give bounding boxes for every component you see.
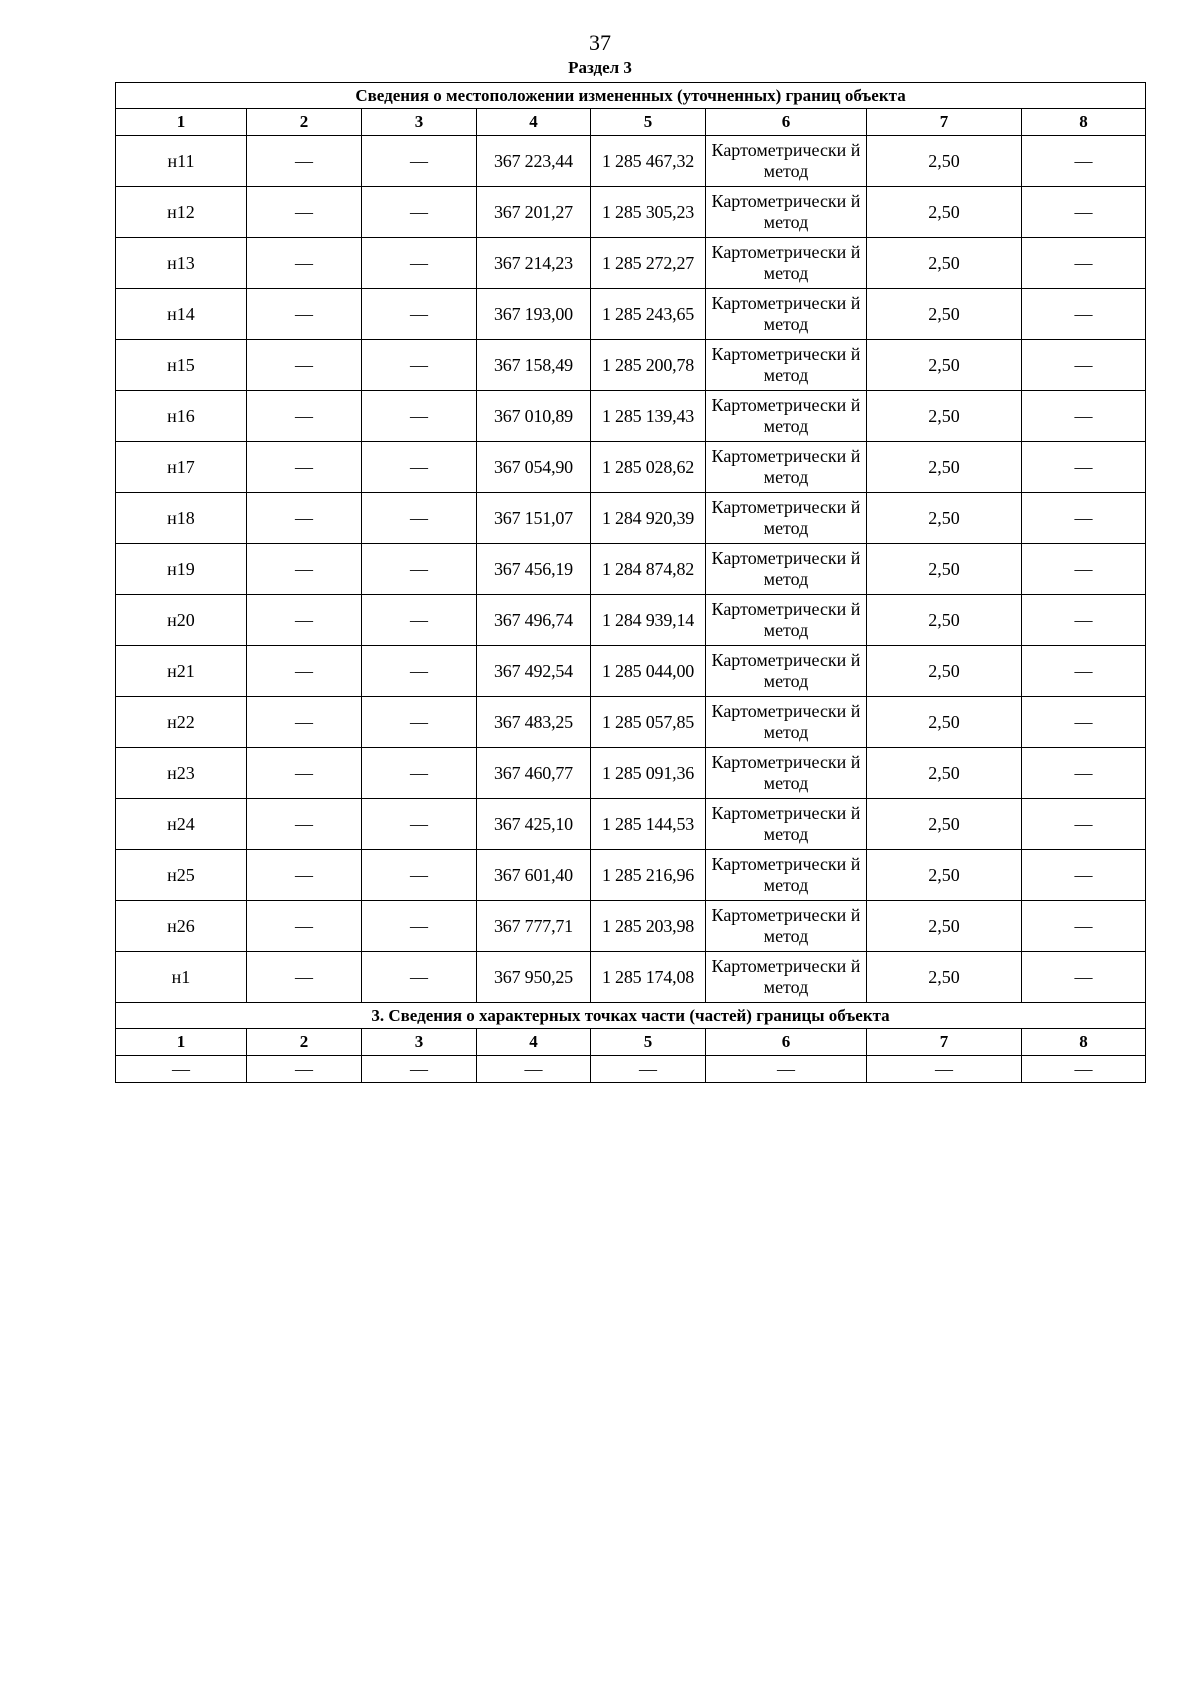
col-2-cell: — [247,799,362,850]
column-number-1: 1 [116,109,247,136]
col-3-cell: — [362,136,477,187]
table-row [116,442,1146,493]
col-8-cell: — [1022,901,1146,952]
table-row [116,544,1146,595]
table2-caption: 3. Сведения о характерных точках части (частей) границы объекта [116,1003,1146,1029]
col-2-cell: — [247,187,362,238]
coord-x-cell: 367 777,71 [477,901,591,952]
method-cell: Картометрически й метод [706,289,867,340]
coord-x-cell: 367 201,27 [477,187,591,238]
column-number-2: 2 [247,109,362,136]
coord-y-cell: 1 285 216,96 [591,850,706,901]
col-2-cell: — [247,697,362,748]
col-2-cell: — [247,952,362,1003]
table2-column-numbers-row [116,1029,1146,1056]
col-8-cell: — [1022,493,1146,544]
col-2-cell: — [247,340,362,391]
table-row [116,493,1146,544]
point-name-cell: н19 [116,544,247,595]
column-number-6: 6 [706,1029,867,1056]
coord-y-cell: 1 285 044,00 [591,646,706,697]
table-row [116,391,1146,442]
col-2-cell: — [247,238,362,289]
coord-x-cell: 367 223,44 [477,136,591,187]
column-number-8: 8 [1022,109,1146,136]
table-row [116,187,1146,238]
table1-column-numbers-row [116,109,1146,136]
coord-x-cell: 367 158,49 [477,340,591,391]
column-number-3: 3 [362,1029,477,1056]
point-name-cell: н16 [116,391,247,442]
precision-cell: 2,50 [867,544,1022,595]
method-cell: Картометрически й метод [706,646,867,697]
col-3-cell: — [362,289,477,340]
point-name-cell: н13 [116,238,247,289]
precision-cell: 2,50 [867,952,1022,1003]
coord-y-cell: 1 285 144,53 [591,799,706,850]
col-2-cell: — [247,391,362,442]
col-3-cell: — [362,442,477,493]
coord-y-cell: 1 285 467,32 [591,136,706,187]
table-body [116,83,1146,1083]
point-name-cell: н11 [116,136,247,187]
column-number-4: 4 [477,109,591,136]
col-3-cell: — [362,391,477,442]
table-row [116,850,1146,901]
col-8-cell: — [1022,187,1146,238]
coord-x-cell: 367 010,89 [477,391,591,442]
coord-y-cell: 1 284 874,82 [591,544,706,595]
col-8-cell: — [1022,646,1146,697]
table-row [116,340,1146,391]
col-3-cell: — [362,595,477,646]
table-row [116,136,1146,187]
point-name-cell: н18 [116,493,247,544]
coord-y-cell: 1 285 057,85 [591,697,706,748]
col-3-cell: — [362,340,477,391]
coord-y-cell: 1 284 939,14 [591,595,706,646]
col-8-cell: — [1022,289,1146,340]
coord-x-cell: 367 483,25 [477,697,591,748]
col-2-cell: — [247,748,362,799]
method-cell: Картометрически й метод [706,136,867,187]
table2-cell-8: — [1022,1056,1146,1083]
point-name-cell: н23 [116,748,247,799]
coord-y-cell: 1 284 920,39 [591,493,706,544]
point-name-cell: н15 [116,340,247,391]
point-name-cell: н1 [116,952,247,1003]
coord-y-cell: 1 285 305,23 [591,187,706,238]
col-8-cell: — [1022,544,1146,595]
point-name-cell: н12 [116,187,247,238]
col-3-cell: — [362,238,477,289]
table-row [116,697,1146,748]
column-number-8: 8 [1022,1029,1146,1056]
col-3-cell: — [362,646,477,697]
point-name-cell: н26 [116,901,247,952]
point-name-cell: н22 [116,697,247,748]
precision-cell: 2,50 [867,595,1022,646]
precision-cell: 2,50 [867,340,1022,391]
col-2-cell: — [247,595,362,646]
col-2-cell: — [247,442,362,493]
column-number-1: 1 [116,1029,247,1056]
method-cell: Картометрически й метод [706,544,867,595]
col-3-cell: — [362,697,477,748]
column-number-2: 2 [247,1029,362,1056]
page-number: 37 [589,30,611,55]
coord-y-cell: 1 285 091,36 [591,748,706,799]
precision-cell: 2,50 [867,493,1022,544]
col-2-cell: — [247,493,362,544]
method-cell: Картометрически й метод [706,391,867,442]
section-title: Раздел 3 [568,58,632,77]
coord-x-cell: 367 151,07 [477,493,591,544]
column-number-3: 3 [362,109,477,136]
col-3-cell: — [362,493,477,544]
coord-y-cell: 1 285 243,65 [591,289,706,340]
column-number-5: 5 [591,1029,706,1056]
col-8-cell: — [1022,850,1146,901]
method-cell: Картометрически й метод [706,697,867,748]
coord-x-cell: 367 193,00 [477,289,591,340]
method-cell: Картометрически й метод [706,493,867,544]
table2-cell-1: — [116,1056,247,1083]
method-cell: Картометрически й метод [706,748,867,799]
col-8-cell: — [1022,748,1146,799]
precision-cell: 2,50 [867,646,1022,697]
coord-x-cell: 367 214,23 [477,238,591,289]
coord-x-cell: 367 496,74 [477,595,591,646]
boundary-points-table [115,82,1146,1083]
precision-cell: 2,50 [867,697,1022,748]
column-number-4: 4 [477,1029,591,1056]
method-cell: Картометрически й метод [706,442,867,493]
method-cell: Картометрически й метод [706,340,867,391]
table-row [116,595,1146,646]
precision-cell: 2,50 [867,748,1022,799]
col-3-cell: — [362,748,477,799]
table1-caption-row [116,83,1146,109]
table-row [116,952,1146,1003]
coord-x-cell: 367 601,40 [477,850,591,901]
table-row [116,1056,1146,1083]
col-8-cell: — [1022,799,1146,850]
col-8-cell: — [1022,238,1146,289]
precision-cell: 2,50 [867,136,1022,187]
table-row [116,799,1146,850]
coord-x-cell: 367 054,90 [477,442,591,493]
table2-cell-4: — [477,1056,591,1083]
col-3-cell: — [362,799,477,850]
precision-cell: 2,50 [867,289,1022,340]
column-number-6: 6 [706,109,867,136]
coord-y-cell: 1 285 174,08 [591,952,706,1003]
coord-y-cell: 1 285 139,43 [591,391,706,442]
point-name-cell: н25 [116,850,247,901]
table-row [116,238,1146,289]
table-row [116,646,1146,697]
table2-cell-7: — [867,1056,1022,1083]
precision-cell: 2,50 [867,442,1022,493]
table2-cell-3: — [362,1056,477,1083]
method-cell: Картометрически й метод [706,595,867,646]
coord-y-cell: 1 285 200,78 [591,340,706,391]
col-8-cell: — [1022,595,1146,646]
point-name-cell: н21 [116,646,247,697]
table1-caption: Сведения о местоположении измененных (уточненных) границ объекта [116,83,1146,109]
table2-cell-5: — [591,1056,706,1083]
col-3-cell: — [362,850,477,901]
precision-cell: 2,50 [867,850,1022,901]
coord-x-cell: 367 950,25 [477,952,591,1003]
table-row [116,289,1146,340]
col-2-cell: — [247,850,362,901]
col-8-cell: — [1022,136,1146,187]
precision-cell: 2,50 [867,187,1022,238]
coord-y-cell: 1 285 272,27 [591,238,706,289]
coord-x-cell: 367 456,19 [477,544,591,595]
table2-cell-2: — [247,1056,362,1083]
col-8-cell: — [1022,442,1146,493]
col-8-cell: — [1022,697,1146,748]
column-number-7: 7 [867,109,1022,136]
method-cell: Картометрически й метод [706,952,867,1003]
point-name-cell: н14 [116,289,247,340]
col-2-cell: — [247,136,362,187]
table2-caption-row [116,1003,1146,1029]
col-8-cell: — [1022,391,1146,442]
method-cell: Картометрически й метод [706,901,867,952]
point-name-cell: н20 [116,595,247,646]
table2-cell-6: — [706,1056,867,1083]
col-8-cell: — [1022,340,1146,391]
coord-y-cell: 1 285 203,98 [591,901,706,952]
coord-x-cell: 367 492,54 [477,646,591,697]
col-2-cell: — [247,544,362,595]
table-row [116,748,1146,799]
col-2-cell: — [247,646,362,697]
col-3-cell: — [362,952,477,1003]
column-number-5: 5 [591,109,706,136]
col-3-cell: — [362,187,477,238]
col-8-cell: — [1022,952,1146,1003]
col-2-cell: — [247,901,362,952]
coord-x-cell: 367 460,77 [477,748,591,799]
precision-cell: 2,50 [867,799,1022,850]
col-3-cell: — [362,901,477,952]
coord-y-cell: 1 285 028,62 [591,442,706,493]
column-number-7: 7 [867,1029,1022,1056]
method-cell: Картометрически й метод [706,799,867,850]
precision-cell: 2,50 [867,238,1022,289]
point-name-cell: н24 [116,799,247,850]
table-row [116,901,1146,952]
point-name-cell: н17 [116,442,247,493]
precision-cell: 2,50 [867,901,1022,952]
method-cell: Картометрически й метод [706,238,867,289]
coord-x-cell: 367 425,10 [477,799,591,850]
precision-cell: 2,50 [867,391,1022,442]
method-cell: Картометрически й метод [706,850,867,901]
col-2-cell: — [247,289,362,340]
method-cell: Картометрически й метод [706,187,867,238]
col-3-cell: — [362,544,477,595]
